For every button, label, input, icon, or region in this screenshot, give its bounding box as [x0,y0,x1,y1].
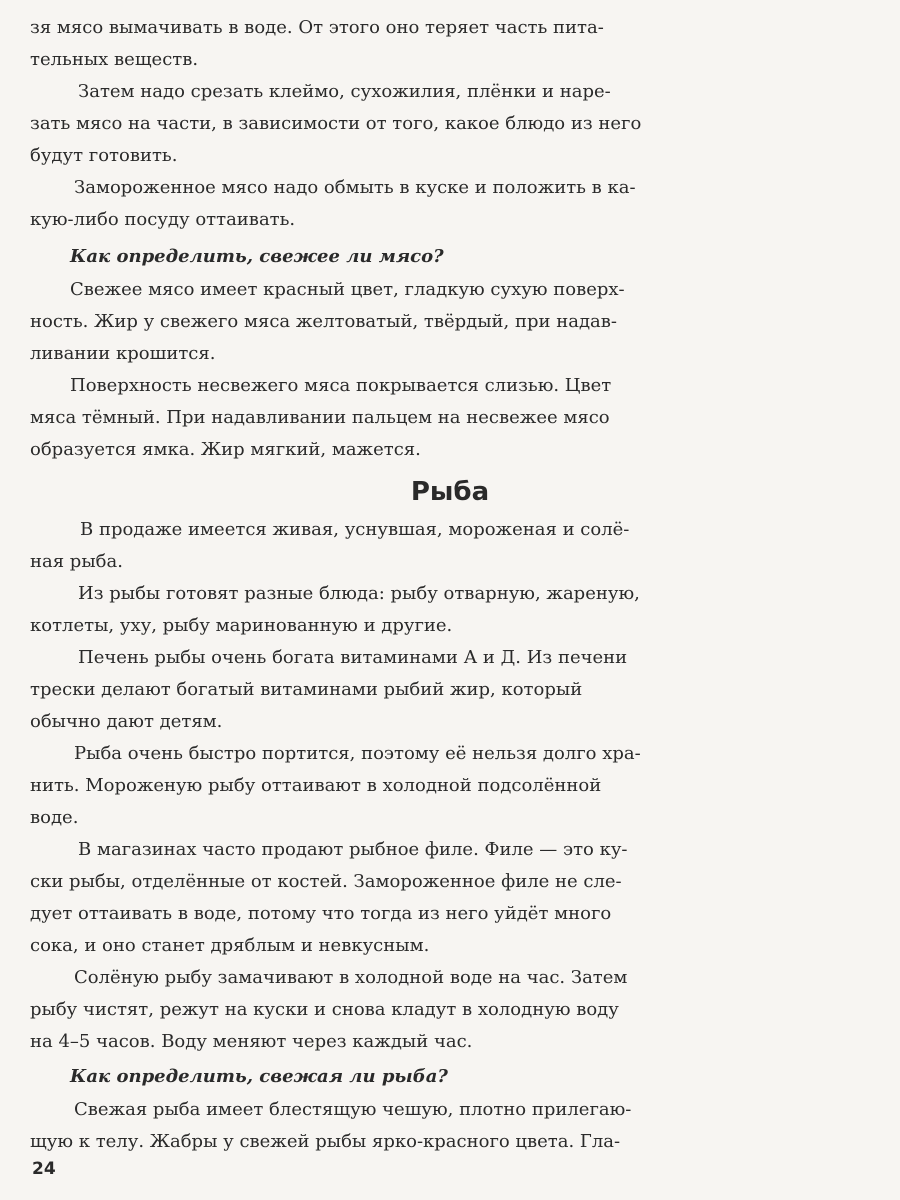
text-line: зать мясо на части, в зависимости от того, какое блюдо из него [30,113,642,134]
fish-freshness-heading: Как определить, свежая ли рыба? [70,1066,448,1087]
text-line: кую-либо посуду оттаивать. [30,209,296,230]
text-line: Солёную рыбу замачивают в холодной воде на час. Затем [74,967,628,988]
text-line: Печень рыбы очень богата витаминами А и Д. Из печени [78,647,628,668]
section-title-fish: Рыба [410,477,490,507]
meat-freshness-heading: Как определить, свежее ли мясо? [70,246,444,267]
text-line: трески делают богатый витаминами рыбий жир, который [30,679,583,700]
text-line: зя мясо вымачивать в воде. От этого оно теряет часть пита- [30,17,604,38]
text-line: щую к телу. Жабры у свежей рыбы ярко-красного цвета. Гла- [30,1131,621,1152]
text-line: ски рыбы, отделённые от костей. Замороженное филе не сле- [30,871,622,892]
text-line: ная рыба. [30,551,123,572]
text-line: будут готовить. [30,145,178,166]
text-line: Рыба очень быстро портится, поэтому её нельзя долго хра- [74,743,641,764]
text-line: на 4–5 часов. Воду меняют через каждый час. [30,1031,473,1052]
text-line: котлеты, уху, рыбу маринованную и другие. [30,615,453,636]
text-line: обычно дают детям. [30,711,223,732]
text-line: сока, и оно станет дряблым и невкусным. [30,935,430,956]
text-line: нить. Мороженую рыбу оттаивают в холодной подсолённой [30,775,602,796]
text-line: В магазинах часто продают рыбное филе. Филе — это ку- [78,839,628,860]
page-number: 24 [32,1159,56,1179]
text-line: Из рыбы готовят разные блюда: рыбу отварную, жареную, [78,583,640,604]
text-line: дует оттаивать в воде, потому что тогда из него уйдёт много [30,903,612,924]
text-line: тельных веществ. [30,49,199,70]
text-line: рыбу чистят, режут на куски и снова кладут в холодную воду [30,999,619,1020]
text-line: ливании крошится. [30,343,216,364]
text-line: Затем надо срезать клеймо, сухожилия, плёнки и наре- [78,81,611,102]
text-line: Свежая рыба имеет блестящую чешую, плотно прилегаю- [74,1099,632,1120]
text-line: ность. Жир у свежего мяса желтоватый, твёрдый, при надав- [30,311,617,332]
text-line: воде. [30,807,79,828]
text-line: Замороженное мясо надо обмыть в куске и положить в ка- [74,177,636,198]
text-line: мяса тёмный. При надавливании пальцем на несвежее мясо [30,407,610,428]
text-line: Поверхность несвежего мяса покрывается слизью. Цвет [70,375,612,396]
text-line: В продаже имеется живая, уснувшая, мороженая и солё- [80,519,630,540]
text-line: образуется ямка. Жир мягкий, мажется. [30,439,421,460]
text-line: Свежее мясо имеет красный цвет, гладкую сухую поверх- [70,279,625,300]
